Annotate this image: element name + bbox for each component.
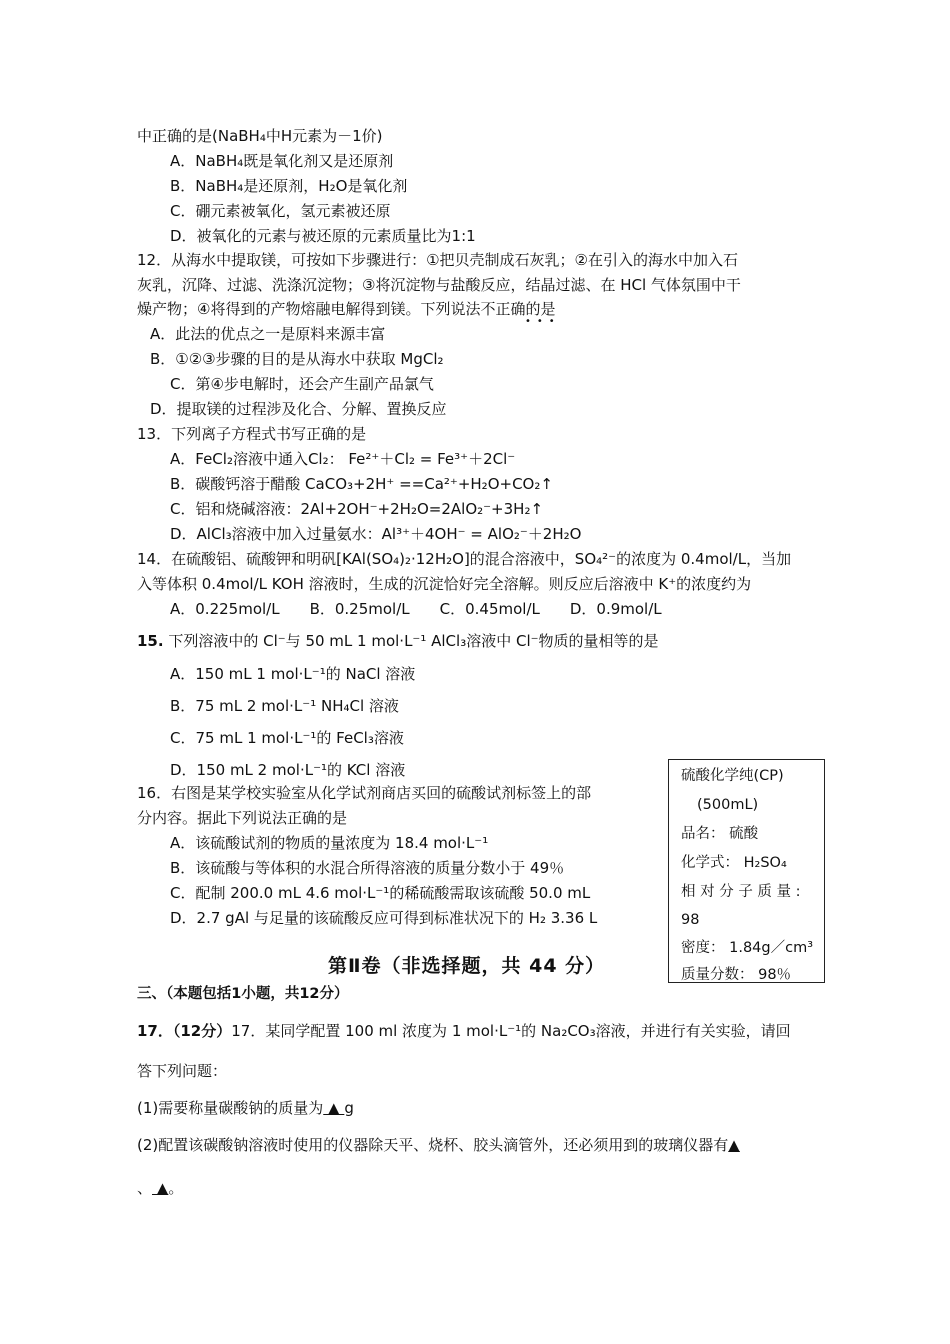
q17-stem-line2: 答下列问题： xyxy=(137,1062,228,1080)
q16-option-a: A．该硫酸试剂的物质的量浓度为 18.4 mol·L⁻¹ xyxy=(170,834,489,852)
q17-part2-end: 。 xyxy=(168,1179,184,1197)
q17-part2-cont xyxy=(137,1178,183,1198)
q12-option-a: A．此法的优点之一是原料来源丰富 xyxy=(150,325,386,343)
q17-score: 17．（12分） xyxy=(137,1022,232,1040)
q14-options: A．0.225mol/L B．0.25mol/L C．0.45mol/L D．0.9mol/L xyxy=(170,600,662,618)
q12-option-c: C．第④步电解时，还会产生副产品氯气 xyxy=(170,375,434,393)
q17-stem-text: 17．某同学配置 100 ml 浓度为 1 mol·L⁻¹的 Na₂CO₃溶液，并进行有关实验，请回 xyxy=(231,1022,791,1040)
q12-emphasis-dots: ••• xyxy=(525,316,561,327)
q11-option-c: C．硼元素被氧化，氢元素被还原 xyxy=(170,202,391,220)
section-heading: 三、（本题包括1小题，共12分） xyxy=(137,986,349,1002)
q11-option-a: A．NaBH₄既是氧化剂又是还原剂 xyxy=(170,152,394,170)
q13-option-a: A．FeCl₂溶液中通入Cl₂： Fe²⁺＋Cl₂ = Fe³⁺＋2Cl⁻ xyxy=(170,450,516,468)
q11-option-d: D．被氧化的元素与被还原的元素质量比为1:1 xyxy=(170,227,476,245)
q15-option-d: D．150 mL 2 mol·L⁻¹的 KCl 溶液 xyxy=(170,761,406,779)
q16-stem-line1: 16．右图是某学校实验室从化学试剂商店买回的硫酸试剂标签上的部 xyxy=(137,784,592,802)
reagent-label-name: 品名： 硫酸 xyxy=(681,826,759,842)
q11-stem-tail: 中正确的是(NaBH₄中H元素为－1价) xyxy=(137,127,383,145)
q17-part1-unit: g xyxy=(344,1099,354,1117)
reagent-label-line1: 硫酸化学纯(CP) xyxy=(681,768,784,784)
q15-stem xyxy=(137,631,659,651)
reagent-label-formula: 化学式： H₂SO₄ xyxy=(681,855,787,871)
q13-option-d: D．AlCl₃溶液中加入过量氨水：Al³⁺＋4OH⁻ = AlO₂⁻＋2H₂O xyxy=(170,525,582,543)
q16-option-b: B．该硫酸与等体积的水混合所得溶液的质量分数小于 49％ xyxy=(170,859,565,877)
q15-option-b: B．75 mL 2 mol·L⁻¹ NH₄Cl 溶液 xyxy=(170,697,399,715)
q17-part1-text: (1)需要称量碳酸钠的质量为 xyxy=(137,1099,324,1117)
reagent-label-molar-mass-label: 相 对 分 子 质 量 : xyxy=(681,884,801,900)
reagent-label-molar-mass: 98 xyxy=(681,912,700,928)
reagent-label-mass-fraction: 质量分数： 98％ xyxy=(681,967,792,983)
q15-option-c: C．75 mL 1 mol·L⁻¹的 FeCl₃溶液 xyxy=(170,729,404,747)
q12-stem-line1: 12．从海水中提取镁，可按如下步骤进行：①把贝壳制成石灰乳；②在引入的海水中加入石 xyxy=(137,251,738,269)
q17-stem-line1 xyxy=(137,1021,791,1041)
q14-stem-line1: 14．在硫酸铝、硫酸钾和明矾[KAl(SO₄)₂·12H₂O]的混合溶液中，SO₄²⁻的浓度为 0.4mol/L，当加 xyxy=(137,550,792,568)
q11-option-b: B．NaBH₄是还原剂，H₂O是氧化剂 xyxy=(170,177,408,195)
q15-option-a: A．150 mL 1 mol·L⁻¹的 NaCl 溶液 xyxy=(170,665,416,683)
q13-stem: 13．下列离子方程式书写正确的是 xyxy=(137,425,367,443)
part2-title: 第Ⅱ卷（非选择题，共 44 分） xyxy=(328,955,606,977)
q15-stem-text: 下列溶液中的 Cl⁻与 50 mL 1 mol·L⁻¹ AlCl₃溶液中 Cl⁻物质的量相等的是 xyxy=(163,632,659,650)
q17-part2-sep: 、 xyxy=(137,1179,153,1197)
reagent-label xyxy=(668,759,825,983)
q13-option-b: B．碳酸钙溶于醋酸 CaCO₃+2H⁺ ==Ca²⁺+H₂O+CO₂↑ xyxy=(170,475,553,493)
reagent-label-density: 密度： 1.84g／cm³ xyxy=(681,940,814,956)
q17-part2 xyxy=(137,1135,740,1155)
q16-stem-line2: 分内容。据此下列说法正确的是 xyxy=(137,809,348,827)
q17-part1-blank: ▲ xyxy=(323,1099,345,1117)
q17-part1 xyxy=(137,1098,354,1118)
q12-stem-line2: 灰乳，沉降、过滤、洗涤沉淀物；③将沉淀物与盐酸反应，结晶过滤、在 HCl 气体氛围中干 xyxy=(137,276,741,294)
q12-stem-line3: 燥产物；④将得到的产物熔融电解得到镁。下列说法不正确的是 xyxy=(137,300,556,318)
reagent-label-line2: (500mL) xyxy=(697,797,759,813)
q16-option-d: D．2.7 gAl 与足量的该硫酸反应可得到标准状况下的 H₂ 3.36 L xyxy=(170,909,598,927)
q15-number: 15. xyxy=(137,632,164,650)
q17-part2-text: (2)配置该碳酸钠溶液时使用的仪器除天平、烧杯、胶头滴管外，还必须用到的玻璃仪器有 xyxy=(137,1136,729,1154)
q16-option-c: C．配制 200.0 mL 4.6 mol·L⁻¹的稀硫酸需取该硫酸 50.0 mL xyxy=(170,884,591,902)
q12-option-b: B．①②③步骤的目的是从海水中获取 MgCl₂ xyxy=(150,350,444,368)
q13-option-c: C．铝和烧碱溶液：2Al+2OH⁻+2H₂O=2AlO₂⁻+3H₂↑ xyxy=(170,500,544,518)
q17-part2-blank1: ▲ xyxy=(728,1136,740,1154)
q14-stem-line2: 入等体积 0.4mol/L KOH 溶液时，生成的沉淀恰好完全溶解。则反应后溶液中 K⁺的浓度约为 xyxy=(137,575,752,593)
q17-part2-blank2: ▲ xyxy=(152,1179,169,1197)
q12-option-d: D．提取镁的过程涉及化合、分解、置换反应 xyxy=(150,400,447,418)
